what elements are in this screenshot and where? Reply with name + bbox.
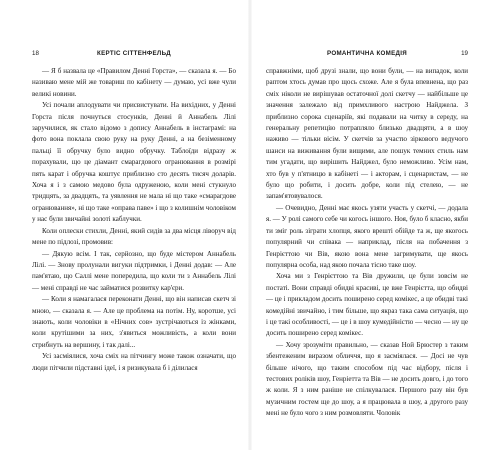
paragraph: — Коли я намагалася переконати Денні, що він написав скетч зі мною, — сказала я. — Але це проблема на потім. Ну, коротше, усі знають, коли чоловіки в «Нічних сов» зустрічаються із жінками, коли крутішими за них, з'явиться можливість, а коли вони стрибнуть на вершину, і так далі... — [32, 295, 236, 349]
page-number: 18 — [32, 50, 39, 57]
paragraph: — Я б назвала це «Правилом Денні Горста», — сказала я. — Бо називаю мене мій же товариш по кабінету — думаю, усі вже чули великі новини. — [32, 67, 236, 98]
running-head-author: КЕРТІС СІТТЕНФЕЛЬД — [97, 50, 171, 57]
paragraph: Усі почали аплодувати чи присвистувати. На вихідних, у Денні Горста після почнуться стосунків, Денні й Аннабель Лілі заручилися, як стало відомо з допису Аннабель в інстаграмі: на фото вона поклала свою руку на руку Денні, а на безіменному пальці її обручку було видно обручку. Таблоїди відразу ж порахували, що це діамант смарагдового огранювання в розмірі пять карат і обручка коштує приблизно сто десять тисяч доларів. Хоча я і з самою медово була одруженою, коли мені стукнуло тридцять, за двадцять, та уявлення не мала ні що таке «смарагдове огранювання», ні що таке «оправа паве» і що з колишнім чоловіком у нас були звичайні золоті каблучки. — [32, 101, 236, 224]
paragraph: Коли оплески стихли, Денні, який сидів за два місця ліворуч від мене по підлозі, промовив: — [32, 226, 236, 247]
right-page-body — [266, 66, 468, 420]
running-head-title: РОМАНТИЧНА КОМЕДІЯ — [326, 50, 408, 57]
paragraph: Усі засміялися, хоча сміх на пітчингу може також означати, що люди пітчили підставні ідеї, і я ризикувала б і ділилася — [32, 352, 236, 372]
paragraph: — Дякую всім. І так, серйозно, що буде містером Аннабель Лілі. — Знову пролунали вигуки підтримки, і Денні додав: — Але пам'ятаю, що Саллі мене попередила, що коли ти з Аннабель Лілі — мені справді не час займатися розвитку кар'єри. — [32, 249, 236, 292]
right-page-header — [266, 49, 468, 59]
paragraph: Хоча ми з Генрієттою та Вів дружили, це були зовсім не постаті. Вони справді обидві красиві, це вже Генрієтта, що обидві — це і прикладом досить поширено серед комікес, а це обидві такі комедійні звичайно, і тим більше, що якраз така сама ситуація, що і це такі особливості, — це і в шоу кумедійністю — чесно — ну це досить поширено серед комікес. — [266, 272, 468, 338]
right-page — [250, 0, 500, 450]
paragraph: — Очевидно, Денні має якось узяти участь у скетчі, — додала я. — У ролі самого себе чи когось іншого. Ноя, було б класно, якби ти зміг роль зіграти хлопця, якого врешті обійде та ж, ще якогось популярний чи співака — наприклад, після на побачення з Генрієттою чи Вів, якою вона мене загримувати, ще якось популярна особа, над якою почала тісно таке шоу. — [266, 203, 468, 269]
left-page-header — [32, 49, 236, 59]
page-number: 19 — [461, 50, 468, 57]
paragraph: — Хочу зрозуміти правильно, — сказав Ной Брюстер з таким збентеженим виразом обличчя, що я засміялася. — Досі не чув більше нічого, що таким способом під час відбору, після і тестових роліків шоу, Генріетта та Вів — не досить довго, і до того ж коли. Я з ним раніше не спілкувалася. Першого разу він був музичним гостем ще до шоу, а я працювала в шоу, а другого разу мені не було чого з ним розмовляти. Чоловік — [266, 340, 468, 418]
left-page-body — [32, 66, 236, 374]
paragraph: справжніми, щоб друзі знали, що вони були, — на випадок, коли раптом хтось думав про щось схоже. Але я була впевнена, що раз сміх ніколи не вирішував остаточної долі скетчу — найбільше це значення залежало від примхливого настрою Найджела. З приблизно сорока сценаріїв, які подавали на читку в середу, на генеральну репетицію потрапляло близько двадцяти, а в шоу наживо — тільки вісім. У скетчів за участю зіркового ведучого шанси на виживання були вищими, але пошук темних стиль нам тим угадати, що вирішить Найджел, було неможливо. Усім нам, хто був у п'ятницю в кабінеті — і акторам, і сценаристам, — не було що робити, і досить добре, коли під стелею, — не запам'ятовувалося. — [266, 67, 468, 201]
